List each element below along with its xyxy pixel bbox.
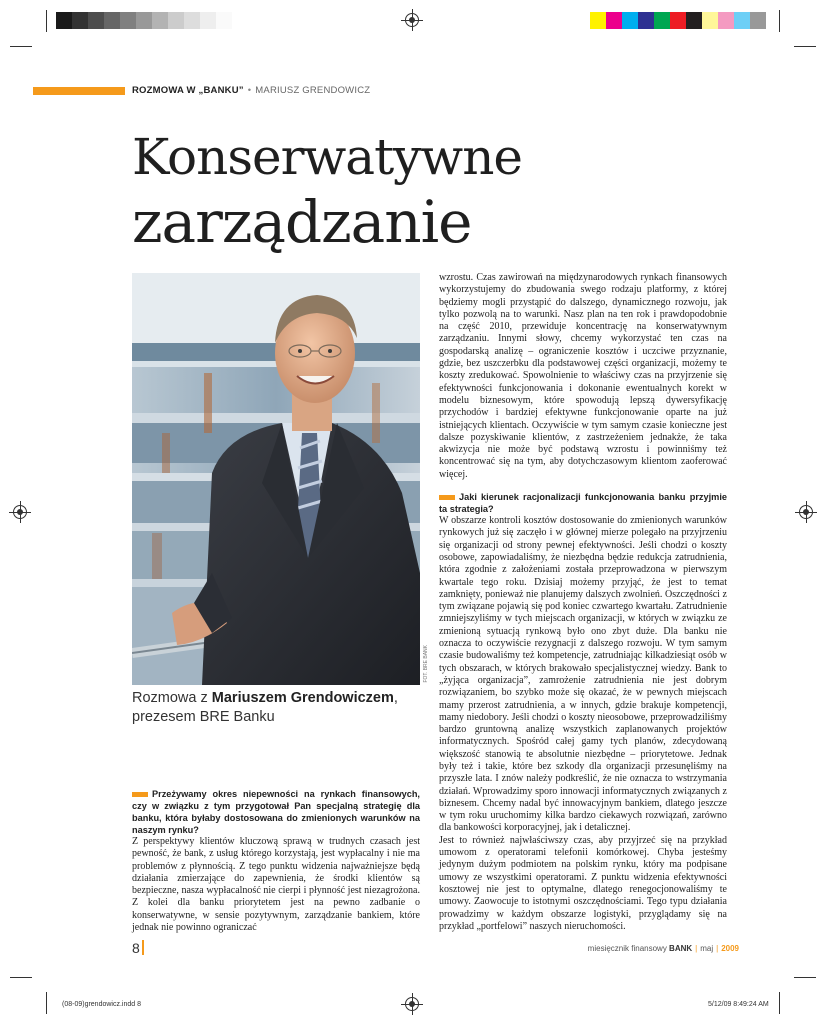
registration-mark-icon	[405, 13, 419, 27]
question-text: Przeżywamy okres niepewności na rynkach finansowych, czy w związku z tym przygotował Pan specjalną strategię dla banku, która byłaby dostosowana do zmienionych warunków na naszym rynku?	[132, 789, 420, 835]
crop-mark	[779, 992, 780, 1014]
footer-year: 2009	[721, 944, 739, 953]
caption-role: prezesem BRE Banku	[132, 709, 275, 725]
caption-prefix: Rozmowa z	[132, 690, 212, 706]
photo-caption	[132, 689, 422, 727]
page-number-bar	[142, 940, 144, 955]
question-marker	[132, 792, 148, 797]
crop-mark	[779, 10, 780, 32]
magazine-footer	[588, 944, 739, 953]
article-title-line2: zarządzanie	[132, 188, 472, 256]
footer-month: maj	[700, 944, 714, 953]
section-header	[132, 85, 370, 96]
section-name: ROZMOWA W „BANKU”	[132, 85, 244, 96]
answer-paragraph: wzrostu. Czas zawirowań na międzynarodowych rynkach finansowych wykorzystujemy do zbudowania swego rodzaju platformy, z której będziemy mogli przystąpić do dalszego, dynamicznego rozwoju, jak tylko pozwolą na to warunki. Nasz plan na ten rok i prawdopodobnie na część 2010, przewiduje koncentrację na konserwatywnym zarządzaniu. Innymi słowy, chcemy wykorzystać ten czas na gospodarską analizę – ograniczenie kosztów i uczciwe przyznanie, gdzie, bez uszczerbku dla podstawowej części organizacji, możemy te koszty zredukować. Spowolnienie to właściwy czas na przyjrzenie się efektywności funkcjonowania i dokonanie ewentualnych korekt w modelu biznesowym, które spowodują lepszą dywersyfikację przychodów i bardziej efektywne funkcjonowanie oparte na już istniejących klientach. Oczywiście w tym samym czasie konieczne jest dalsze pozyskiwanie klientów, z zastrzeżeniem jednakże, że taka akwizycja nie może być podstawą wzrostu i powinniśmy też koncentrować się na tym, aby dotychczasowym klientom zaoferować więcej.	[439, 272, 727, 480]
portrait-photo	[132, 273, 420, 685]
crop-mark	[46, 10, 47, 32]
section-author: MARIUSZ GRENDOWICZ	[255, 85, 371, 96]
answer-paragraph: Z perspektywy klientów kluczową sprawą w trudnych czasach jest pewność, że bank, z usług którego korzystają, jest wypłacalny i nie ma problemów z płynnością. Z tego punktu widzenia najważniejsze będą działania zmierzające do zapewnienia, że środki klientów są bezpieczne, nasza wypłacalność nie cierpi i płynność jest niezagrożona. Z kolei dla banku priorytetem jest na pewno zadbanie o konserwatywne, w sensie pozytywnym, zarządzanie bankiem, które jednak nie powinno ograniczać	[132, 836, 420, 934]
question-text: Jaki kierunek racjonalizacji funkcjonowania banku przyjmie ta strategia?	[439, 492, 727, 515]
answer-paragraph: Jest to również najwłaściwszy czas, aby przyjrzeć się na przykład umowom z operatorami telefonii komórkowej. Chyba jesteśmy jedynym dużym podmiotem na polskim rynku, który ma podpisane umowy ze wszystkimi operatorami. Z punktu widzenia efektywności kosztowej nie jest to optymalne, dlatego renegocjonowaliśmy te umowy. Zaowocuje to istotnymi oszczędnościami. Tego typu działania prowadzimy w każdym obszarze logistyki, przyglądamy się na przykład „portfelowi” naszych nieruchomości.	[439, 834, 727, 932]
left-text-column	[132, 788, 420, 934]
crop-mark	[10, 977, 32, 978]
article-title-line1: Konserwatywne	[132, 128, 523, 186]
interview-question	[439, 491, 727, 515]
slug-date: 5/12/09 8:49:24 AM	[708, 1001, 769, 1008]
crop-mark	[794, 977, 816, 978]
caption-suffix: ,	[393, 690, 398, 706]
section-separator: •	[247, 85, 252, 96]
registration-mark-icon	[13, 505, 27, 519]
answer-paragraph: W obszarze kontroli kosztów dostosowanie do zmienionych warunków rynkowych już się zaczęło i w głównej mierze polegało na przyjrzeniu się organizacji od strony pewnej efektywności. Jeśli chodzi o koszty osobowe, zapowiadaliśmy, że niezbędna będzie redukcja zatrudnienia, która zgodnie z założeniami została przeprowadzona w pierwszym kwartale tego roku. Dzisiaj możemy przyjąć, że jest to temat zamknięty, ponieważ nie planujemy dalszych zwolnień. Oszczędności z tym związane pojawią się pod koniec czwartego kwartału. Zatrudnienie zmniejszyliśmy w tych miejscach organizacji, w których w związku ze zmienioną sytuacją rynkową było ono zbyt duże. Dla banku nie oznacza to oczywiście rezygnacji z dalszego rozwoju. W tym samym czasie budowaliśmy też kompetencje, zatrudniając kilkadziesiąt osób w tych obszarach, w których brakowało specjalistycznej wiedzy. Bank to „żyjąca organizacja”, zamrożenie zatrudnienia nie jest dobrym rozwiązaniem, bo szybko może się okazać, że w pewnych miejscach mamy przerost zatrudnienia, a w innych, gdzie brakuje kompetencji, mamy niedobory. Jeśli chodzi o koszty nieosobowe, przeprowadziliśmy bardzo gruntowną analizę wszystkich zaplanowanych projektów informatycznych. Spośród całej gamy tych planów, zdecydowaną większość stanowią te absolutnie niezbędne – priorytetowe. Jednak były też i takie, które bez szkody dla organizacji przesunęliśmy na przyszłe lata. I znów należy podkreślić, że nie oznacza to wstrzymania działań. Wprowadzimy sporo innowacji informatycznych związanych z biznesem. Chcemy nadal być innowacyjnym bankiem, dlatego jeszcze w tym roku uruchomimy kilka bardzo ciekawych rozwiązań, zarówno dla bankowości korporacyjnej, jak i detalicznej.	[439, 515, 727, 834]
section-accent-bar	[33, 87, 125, 95]
interview-question	[132, 788, 420, 836]
registration-mark-icon	[405, 997, 419, 1011]
photo-credit: FOT. BRE BANK	[423, 645, 429, 683]
magazine-prefix: miesięcznik finansowy	[587, 944, 670, 953]
crop-mark	[46, 992, 47, 1014]
right-text-column	[439, 272, 727, 933]
grayscale-color-bar	[56, 12, 232, 29]
page-number-value: 8	[132, 940, 140, 956]
registration-mark-icon	[799, 505, 813, 519]
slug-filename: (08-09)grendowicz.indd 8	[62, 1001, 141, 1008]
footer-pipe: |	[695, 944, 698, 953]
question-marker	[439, 495, 455, 500]
crop-mark	[794, 46, 816, 47]
cmyk-color-bar	[590, 12, 766, 29]
magazine-name: BANK	[669, 944, 693, 953]
page-number	[132, 940, 144, 956]
caption-name: Mariuszem Grendowiczem	[211, 690, 394, 706]
crop-mark	[10, 46, 32, 47]
footer-pipe: |	[716, 944, 719, 953]
